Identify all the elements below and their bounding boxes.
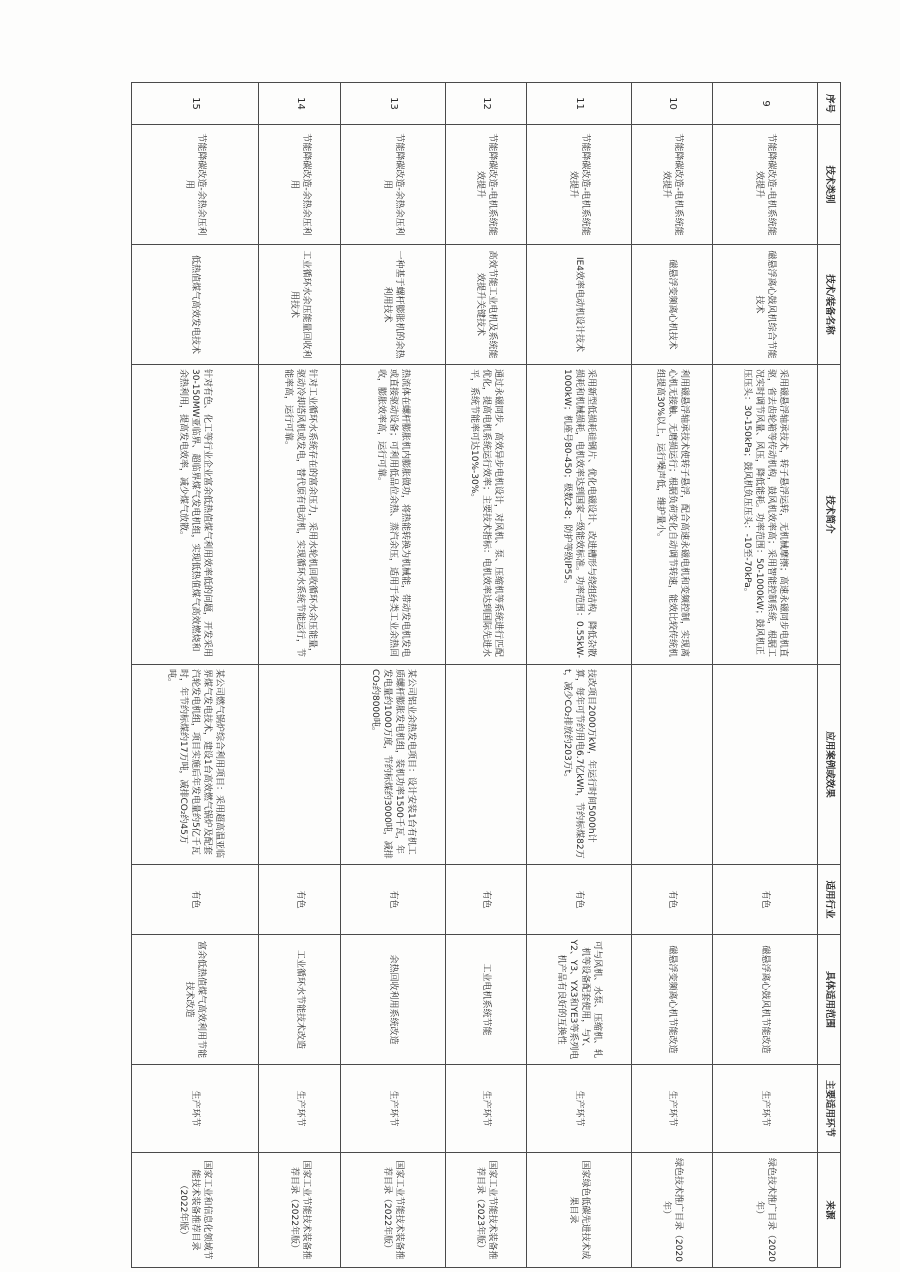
row-scope: 富余低热值煤气高效利用节能技术改造 (132, 935, 259, 1065)
row-category: 节能降碳改造-电机系统能效提升 (631, 125, 713, 245)
header-no: 序号 (818, 83, 841, 125)
row-name: 磁悬浮离心鼓风机综合节能技术 (713, 245, 818, 365)
row-desc: 采用磁悬浮轴承技术，转子悬浮运转，无机械摩擦；高速永磁同步电机直驱，省去齿轮箱等传动机构，鼓风机效率高；采用智能控制系统，根据工况实时调节风量、风压，降低能耗。功率范围：50-1000kW；鼓风机正压压头：30-150kPa；鼓风机负压压头：-10至-70kPa。 (713, 365, 818, 665)
row-source: 绿色技术推广目录（2020年） (713, 1153, 818, 1268)
row-source: 国家工业节能技术装备推荐目录（2023年版） (445, 1153, 527, 1268)
row-stage: 生产环节 (259, 1065, 341, 1153)
row-category: 节能降碳改造-电机系统能效提升 (445, 125, 527, 245)
row-industry: 有色 (341, 865, 446, 935)
row-stage: 生产环节 (631, 1065, 713, 1153)
row-no: 10 (631, 83, 713, 125)
row-name: IE4效率电动机设计技术 (527, 245, 632, 365)
row-stage: 生产环节 (713, 1065, 818, 1153)
row-stage: 生产环节 (527, 1065, 632, 1153)
row-source: 国家绿色低碳先进技术成果目录 (527, 1153, 632, 1268)
row-no: 12 (445, 83, 527, 125)
row-case: 某公司铝业余热发电项目：设计安装1台有机工质螺杆膨胀发电机组，装机功率1500千瓦，年发电量约1000万度，节约标煤约3000吨，减排CO₂约8000吨。 (341, 665, 446, 865)
row-case: 技改项目2000万kW，年运行时间5000h计算，每年可节约用电6.7亿kWh，节约标煤82万t，减少CO₂排放约203万t。 (527, 665, 632, 865)
header-row (818, 83, 841, 1268)
row-source: 国家工业节能技术装备推荐目录（2022年版） (259, 1153, 341, 1268)
row-name: 高效节能工业电机及系统能效提升关键技术 (445, 245, 527, 365)
row-source: 绿色技术推广目录（2020年） (631, 1153, 713, 1268)
header-case: 应用案例或效果 (818, 665, 841, 865)
row-name: 低热值煤气高效发电技术 (132, 245, 259, 365)
row-stage: 生产环节 (341, 1065, 446, 1153)
row-no: 11 (527, 83, 632, 125)
row-category: 节能降碳改造-余热余压利用 (341, 125, 446, 245)
row-scope: 可与风机、水泵、压缩机、轧机等设备配套使用，与Y、Y2、Y3、YX3和YE3等系列电机产品有良好的互换性 (527, 935, 632, 1065)
row-case (713, 665, 818, 865)
row-industry: 有色 (132, 865, 259, 935)
header-stage: 主要适用环节 (818, 1065, 841, 1153)
row-scope: 余热回收利用系统改造 (341, 935, 446, 1065)
row-no: 13 (341, 83, 446, 125)
header-source: 来源 (818, 1153, 841, 1268)
row-scope: 磁悬浮离心鼓风机节能改造 (713, 935, 818, 1065)
row-scope: 磁悬浮变频离心机节能改造 (631, 935, 713, 1065)
row-desc: 采用新型低损耗硅钢片、优化电磁设计、改进槽形与绕组结构、降低杂散损耗和机械损耗，电机效率达到国家一级能效标准。功率范围：0.55kW-1000kW；机座号80-450；极数2-8；防护等级IP55。 (527, 365, 632, 665)
row-source: 国家工业节能技术装备推荐目录（2022年版） (341, 1153, 446, 1268)
row-desc: 通过永磁同步、高效异步电机设计，对风机、泵、压缩机等系统进行匹配优化，提高电机系统运行效率；主要技术指标：电机效率达到国际先进水平，系统节能率可达10%-30%。 (445, 365, 527, 665)
row-case (259, 665, 341, 865)
row-category: 节能降碳改造-余热余压利用 (259, 125, 341, 245)
row-category: 节能降碳改造-电机系统能效提升 (713, 125, 818, 245)
row-desc: 针对工业循环水系统存在的富余压力，采用水轮机回收循环水余压能量，驱动冷却塔风机或发电，替代原有电动机，实现循环水系统节能运行，节能率高，运行可靠。 (259, 365, 341, 665)
table-row (527, 83, 632, 1268)
row-no: 9 (713, 83, 818, 125)
rotated-table-wrapper (131, 82, 841, 1267)
row-category: 节能降碳改造-余热余压利用 (132, 125, 259, 245)
header-name: 技术/装备名称 (818, 245, 841, 365)
table-row (631, 83, 713, 1268)
header-scope: 具体适用范围 (818, 935, 841, 1065)
table-row (713, 83, 818, 1268)
row-no: 14 (259, 83, 341, 125)
table-row (445, 83, 527, 1268)
header-desc: 技术简介 (818, 365, 841, 665)
row-industry: 有色 (259, 865, 341, 935)
row-case (445, 665, 527, 865)
technology-table (131, 82, 841, 1268)
row-scope: 工业电机系统节能 (445, 935, 527, 1065)
row-category: 节能降碳改造-电机系统能效提升 (527, 125, 632, 245)
table-row (259, 83, 341, 1268)
row-case (631, 665, 713, 865)
row-industry: 有色 (445, 865, 527, 935)
row-name: 磁悬浮变频离心机技术 (631, 245, 713, 365)
row-stage: 生产环节 (445, 1065, 527, 1153)
row-desc: 针对有色、化工等行业企业富余低热值煤气利用效率低的问题，开发采用30-150MW亚临界、超临界煤气发电机组，实现低热值煤气高效燃烧和余热利用，提高发电效率，减少煤气放散。 (132, 365, 259, 665)
header-industry: 适用行业 (818, 865, 841, 935)
header-category: 技术类别 (818, 125, 841, 245)
row-case: 某公司燃气锅炉综合利用项目：采用超高温亚临界煤气发电技术，建设1台高效燃气锅炉及配套汽轮发电机组，项目实施后年发电量约5亿千瓦时，年节约标煤约17万吨，减排CO₂约45万吨。 (132, 665, 259, 865)
table-row (341, 83, 446, 1268)
row-industry: 有色 (713, 865, 818, 935)
row-no: 15 (132, 83, 259, 125)
row-source: 国家工业和信息化领域节能技术装备推荐目录（2022年版） (132, 1153, 259, 1268)
row-desc: 利用磁悬浮轴承技术使转子悬浮，配合高速永磁电机和变频控制，实现离心机无接触、无磨损运行；根据负荷变化自动调节转速，能效比较传统机组提高30%以上，运行噪声低，维护量小。 (631, 365, 713, 665)
row-desc: 热流体在螺杆膨胀机内膨胀做功，将热能转换为机械能，带动发电机发电或直接驱动设备；可利用低品位余热、蒸汽余压，适用于各类工业余热回收，膨胀效率高，运行可靠。 (341, 365, 446, 665)
row-name: 一种基于螺杆膨胀机的余热利用技术 (341, 245, 446, 365)
row-stage: 生产环节 (132, 1065, 259, 1153)
table-row (132, 83, 259, 1268)
row-industry: 有色 (527, 865, 632, 935)
row-scope: 工业循环水节能技术改造 (259, 935, 341, 1065)
row-industry: 有色 (631, 865, 713, 935)
row-name: 工业循环水余压能量回收利用技术 (259, 245, 341, 365)
